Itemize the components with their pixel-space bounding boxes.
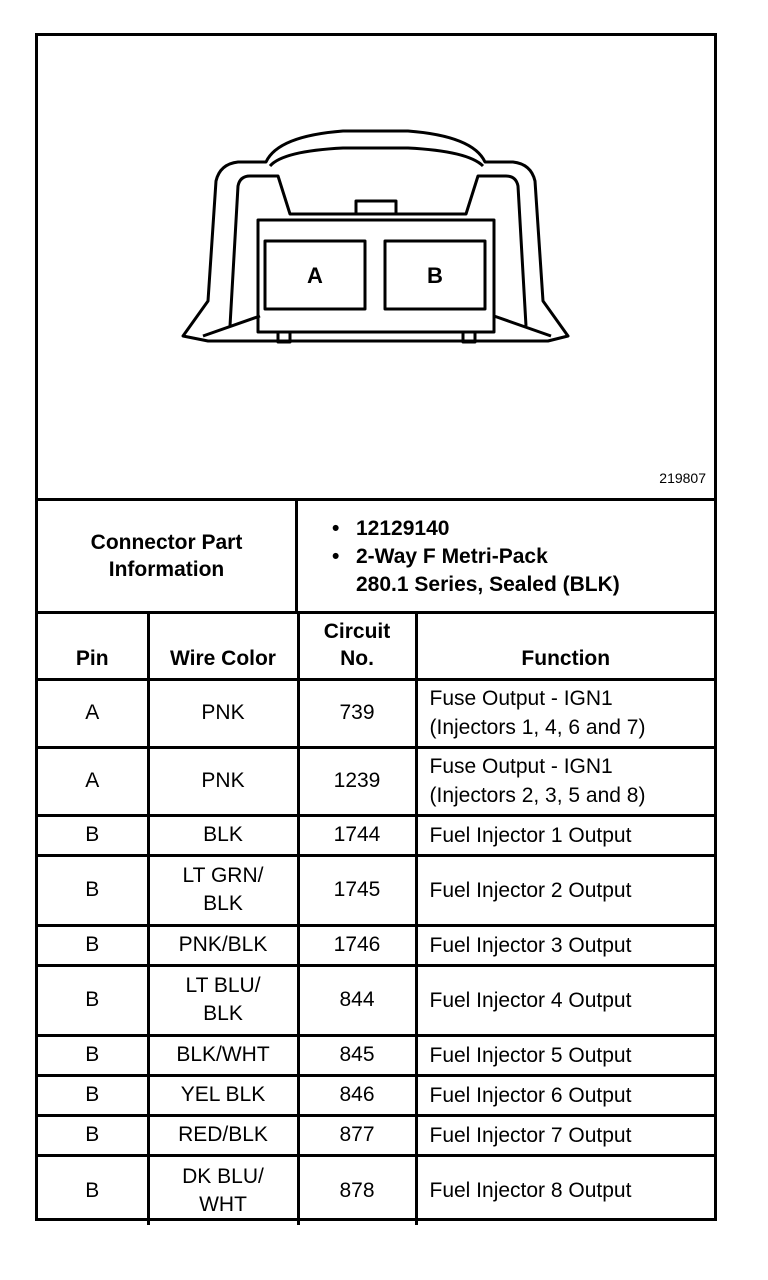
- table-row: [38, 1155, 714, 1225]
- function-cell: Fuel Injector 6 Output: [416, 1075, 714, 1115]
- circuit-cell: 1239: [298, 747, 416, 815]
- wire-color-cell: BLK/WHT: [148, 1035, 298, 1075]
- function-cell: Fuel Injector 3 Output: [416, 925, 714, 965]
- wire-color-cell: DK BLU/ WHT: [148, 1155, 298, 1225]
- circuit-cell: 1744: [298, 815, 416, 855]
- connector-description: • 2-Way F Metri-Pack 280.1 Series, Sealed (BLK): [328, 543, 620, 599]
- function-cell: Fuse Output - IGN1 (Injectors 2, 3, 5 and 8): [416, 747, 714, 815]
- function-cell: Fuel Injector 7 Output: [416, 1115, 714, 1155]
- pin-cell: B: [38, 965, 148, 1035]
- wire-color-cell: YEL BLK: [148, 1075, 298, 1115]
- wire-color-cell: RED/BLK: [148, 1115, 298, 1155]
- circuit-cell: 846: [298, 1075, 416, 1115]
- figure-id: 219807: [659, 470, 706, 486]
- pin-cell: A: [38, 747, 148, 815]
- circuit-cell: 844: [298, 965, 416, 1035]
- header-circuit: Circuit No.: [298, 611, 416, 679]
- table-row: [38, 1115, 714, 1155]
- connector-part-info: [38, 501, 714, 614]
- header-pin: Pin: [38, 611, 148, 679]
- wire-color-cell: PNK: [148, 679, 298, 747]
- wire-color-cell: BLK: [148, 815, 298, 855]
- wire-color-cell: PNK/BLK: [148, 925, 298, 965]
- table-row: [38, 815, 714, 855]
- function-cell: Fuel Injector 5 Output: [416, 1035, 714, 1075]
- table-row: [38, 855, 714, 925]
- info-list: [328, 515, 620, 599]
- circuit-cell: 878: [298, 1155, 416, 1225]
- function-cell: Fuel Injector 2 Output: [416, 855, 714, 925]
- function-cell: Fuel Injector 4 Output: [416, 965, 714, 1035]
- table-row: [38, 1035, 714, 1075]
- circuit-cell: 739: [298, 679, 416, 747]
- info-label-text: Connector Part Information: [90, 531, 243, 581]
- connector-drawing: [38, 36, 714, 498]
- info-label: [38, 501, 298, 611]
- connector-sheet: [35, 33, 717, 1221]
- circuit-cell: 845: [298, 1035, 416, 1075]
- wire-color-cell: LT GRN/ BLK: [148, 855, 298, 925]
- header-function: Function: [416, 611, 714, 679]
- part-number: • 12129140: [328, 515, 620, 543]
- wire-color-cell: PNK: [148, 747, 298, 815]
- table-row: [38, 1075, 714, 1115]
- table-row: [38, 679, 714, 747]
- pin-cell: B: [38, 1155, 148, 1225]
- pin-cell: B: [38, 815, 148, 855]
- function-cell: Fuse Output - IGN1 (Injectors 1, 4, 6 and 7): [416, 679, 714, 747]
- table-row: [38, 747, 714, 815]
- pin-cell: B: [38, 855, 148, 925]
- pin-cell: B: [38, 925, 148, 965]
- circuit-cell: 1746: [298, 925, 416, 965]
- cavity-a-label: A: [307, 263, 323, 288]
- pin-cell: B: [38, 1035, 148, 1075]
- pin-cell: A: [38, 679, 148, 747]
- function-cell: Fuel Injector 1 Output: [416, 815, 714, 855]
- table-row: [38, 925, 714, 965]
- pinout-table: [38, 611, 714, 1225]
- wire-color-cell: LT BLU/ BLK: [148, 965, 298, 1035]
- function-cell: Fuel Injector 8 Output: [416, 1155, 714, 1225]
- cavity-b-label: B: [427, 263, 443, 288]
- connector-figure: [38, 36, 714, 501]
- circuit-cell: 1745: [298, 855, 416, 925]
- pin-cell: B: [38, 1115, 148, 1155]
- table-row: [38, 965, 714, 1035]
- pin-cell: B: [38, 1075, 148, 1115]
- table-header-row: [38, 611, 714, 679]
- circuit-cell: 877: [298, 1115, 416, 1155]
- header-wire-color: Wire Color: [148, 611, 298, 679]
